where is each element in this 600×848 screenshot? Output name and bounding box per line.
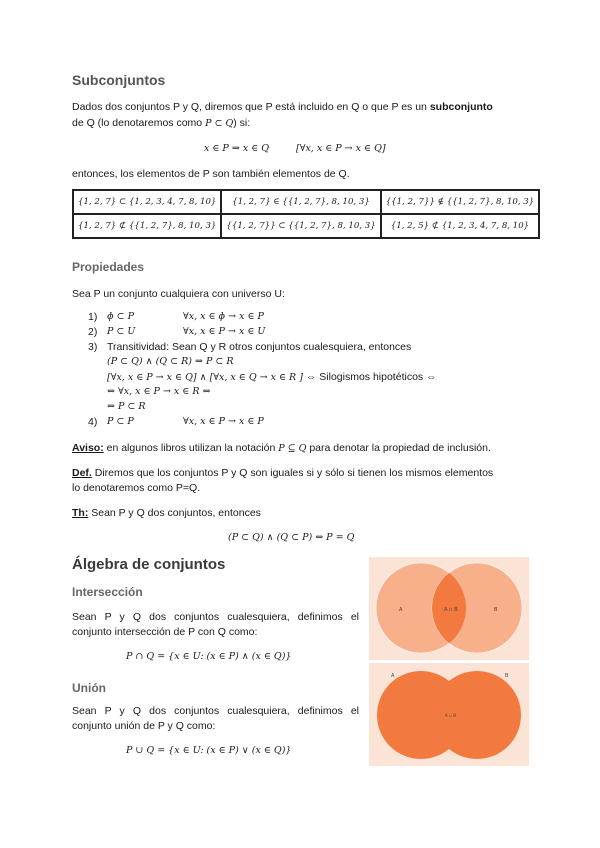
set-a-label: A	[399, 607, 403, 613]
section-title-interseccion: Intersección	[72, 585, 143, 599]
aviso-text-1: en algunos libros utilizan la notación	[103, 442, 279, 454]
union-formula: P ∪ Q = {x ∈ U: (x ∈ P) ∨ (x ∈ Q)}	[126, 745, 292, 756]
union-line-2: conjunto unión de P y Q como:	[72, 720, 216, 732]
table-cell: {1, 2, 5} ⊄ {1, 2, 3, 4, 7, 8, 10}	[381, 214, 540, 238]
section-title-union: Unión	[72, 681, 106, 695]
aviso-text-2: para denotar la propiedad de inclusión.	[306, 442, 491, 454]
theorem-label: Th:	[72, 507, 89, 519]
definition-line-2: lo denotaremos como P=Q.	[72, 482, 201, 494]
table-cell: {1, 2, 7} ⊄ {{1, 2, 7}, 8, 10, 3}	[73, 214, 221, 238]
table-row	[73, 214, 539, 238]
interseccion-line-2: conjunto intersección de P con Q como:	[72, 626, 258, 638]
table-cell: {1, 2, 7} ⊂ {1, 2, 3, 4, 7, 8, 10}	[73, 190, 221, 214]
item-rhs: ∀x, x ∈ ɸ → x ∈ P	[183, 311, 264, 322]
definition-text: Diremos que los conjuntos P y Q son iguales si y sólo si tienen los mismos elementos	[91, 467, 494, 479]
item-number: 4)	[88, 416, 98, 428]
venn-intersection-diagram	[369, 557, 529, 660]
table-cell: {{1, 2, 7}} ⊂ {{1, 2, 7}, 8, 10, 3}	[221, 214, 380, 238]
definition-line-1	[72, 467, 493, 479]
subconjunto-term: subconjunto	[429, 101, 493, 113]
item-rhs: ∀x, x ∈ P → x ∈ P	[183, 416, 264, 427]
item-text: Transitividad: Sean Q y R otros conjuntos cualesquiera, entonces	[107, 341, 412, 353]
item-number: 1)	[88, 311, 98, 323]
examples-table	[72, 189, 540, 239]
section-title-algebra: Álgebra de conjuntos	[72, 556, 226, 573]
definition-formula-quantified: [∀x, x ∈ P → x ∈ Q]	[296, 143, 386, 154]
intro-text: Dados dos conjuntos P y Q, diremos que P está incluido en Q o que P es un	[72, 101, 430, 113]
aviso-note	[72, 442, 491, 454]
transitivity-result: ⇔ P ⊂ R	[107, 401, 146, 412]
transitivity-quantified	[107, 371, 437, 383]
intersection-label: A ∩ B	[444, 607, 458, 613]
item-lhs: ɸ ⊂ P	[107, 311, 134, 322]
transitivity-syllogism: ⇔ Silogismos hipotéticos ⇔	[302, 371, 437, 383]
subconjunto-conclusion: entonces, los elementos de P son también elementos de Q.	[72, 168, 350, 180]
transitivity-formula: (P ⊂ Q) ∧ (Q ⊂ R) ⇒ P ⊂ R	[107, 356, 234, 367]
subconjunto-intro-line-1	[72, 101, 493, 113]
interseccion-formula: P ∩ Q = {x ∈ U: (x ∈ P) ∧ (x ∈ Q)}	[126, 651, 292, 662]
set-b-label: B	[494, 607, 498, 613]
subconjunto-intro-line-2	[72, 117, 250, 129]
item-lhs: P ⊂ U	[107, 326, 136, 337]
table-cell: {{1, 2, 7}} ∉ {{1, 2, 7}, 8, 10, 3}	[381, 190, 540, 214]
transitivity-step: ⇔ ∀x, x ∈ P → x ∈ R ⇔	[107, 386, 211, 397]
definition-label: Def.	[72, 467, 92, 479]
transitivity-quantified-math: [∀x, x ∈ P → x ∈ Q] ∧ [∀x, x ∈ Q → x ∈ R ]	[107, 372, 303, 383]
table-cell: {1, 2, 7} ∈ {{1, 2, 7}, 8, 10, 3}	[221, 190, 380, 214]
section-title-propiedades: Propiedades	[72, 260, 145, 274]
section-title-subconjuntos: Subconjuntos	[72, 72, 166, 88]
aviso-label: Aviso:	[72, 442, 104, 454]
intro-text-2a: de Q (lo denotaremos como	[72, 117, 206, 129]
interseccion-line-1: Sean P y Q dos conjuntos cualesquiera, definimos el	[72, 611, 359, 623]
set-a-corner-label: A	[391, 673, 395, 679]
item-rhs: ∀x, x ∈ P → x ∈ U	[183, 326, 266, 337]
inclusion-notation: P ⊂ Q	[205, 118, 234, 129]
item-lhs: P ⊂ P	[107, 416, 134, 427]
propiedades-intro: Sea P un conjunto cualquiera con universo U:	[72, 288, 285, 300]
theorem-formula: (P ⊂ Q) ∧ (Q ⊂ P) ⇔ P = Q	[228, 532, 355, 543]
item-number: 3)	[88, 341, 98, 353]
item-number: 2)	[88, 326, 98, 338]
aviso-notation: P ⊆ Q	[278, 443, 307, 454]
union-line-1: Sean P y Q dos conjuntos cualesquiera, definimos el	[72, 705, 359, 717]
venn-union-diagram	[369, 663, 529, 766]
theorem-text: Sean P y Q dos conjuntos, entonces	[88, 507, 261, 519]
intro-text-2b: ) si:	[233, 117, 251, 129]
union-label: A ∪ B	[445, 713, 456, 718]
set-b-corner-label: B	[505, 673, 509, 679]
table-row	[73, 190, 539, 214]
definition-formula: x ∈ P ⇒ x ∈ Q	[204, 143, 270, 154]
theorem-statement	[72, 507, 261, 519]
